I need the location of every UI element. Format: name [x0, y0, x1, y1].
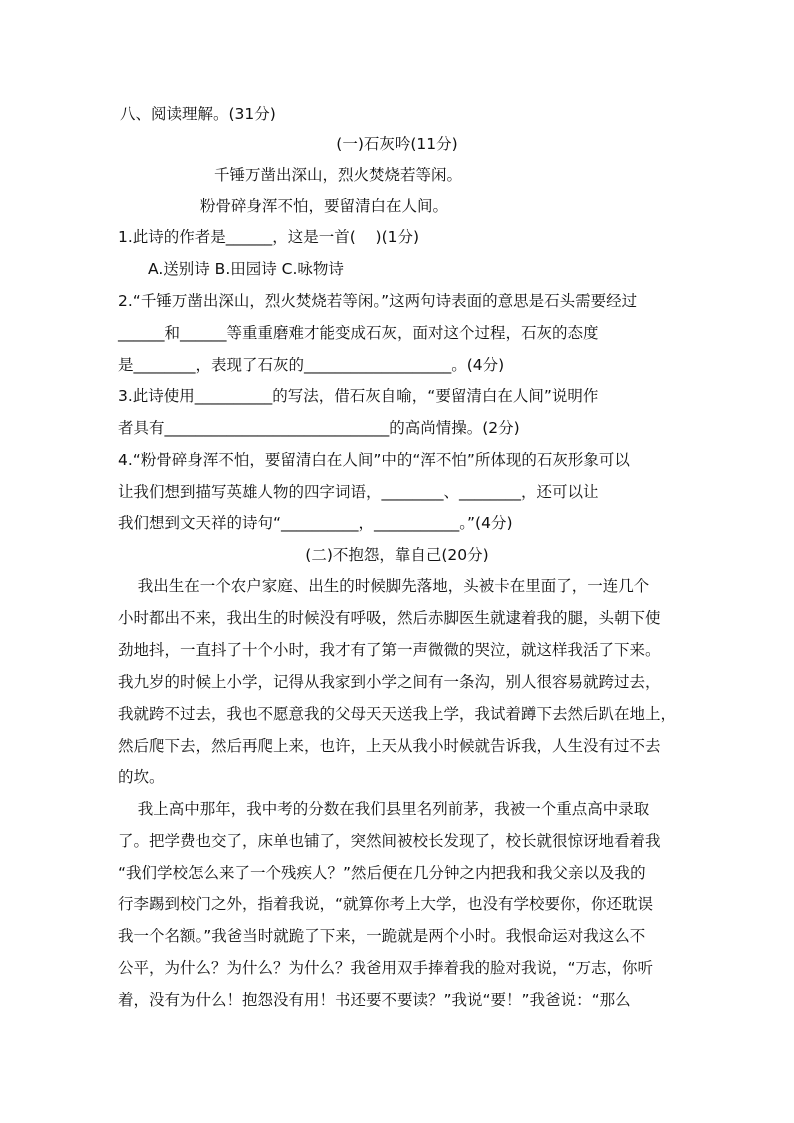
- question-4-line-2: 让我们想到描写英雄人物的四字词语，________、________，还可以让: [118, 483, 599, 501]
- poem-line-2: 粉骨碎身浑不怕，要留清白在人间。: [200, 197, 449, 215]
- question-2-line-3: 是________，表现了石灰的___________________。(4分): [118, 356, 505, 374]
- question-1-options: A.送别诗 B.田园诗 C.咏物诗: [148, 260, 344, 278]
- passage-para1-line: 劲地抖，一直抖了十个小时，我才有了第一声微微的哭泣，就这样我活了下来。: [118, 641, 661, 659]
- passage-para2-line: 行李踢到校门之外，指着我说，“就算你考上大学，也没有学校要你，你还耽误: [118, 895, 654, 913]
- passage-para2-line: 我一个名额。”我爸当时就跪了下来，一跪就是两个小时。我恨命运对我这么不: [118, 927, 646, 945]
- question-4-line-1: 4.“粉骨碎身浑不怕，要留清白在人间”中的“浑不怕”所体现的石灰形象可以: [118, 451, 630, 469]
- question-2-line-2: ______和______等重重磨难才能变成石灰，面对这个过程，石灰的态度: [118, 324, 599, 342]
- question-3-line-1: 3.此诗使用__________的写法，借石灰自喻，“要留清白在人间”说明作: [118, 387, 599, 405]
- part1-title: (一)石灰吟(11分): [336, 135, 458, 153]
- part2-title: (二)不抱怨，靠自己(20分): [305, 546, 489, 564]
- section-heading: 八、阅读理解。(31分): [120, 105, 276, 123]
- passage-para2-line: 了。把学费也交了，床单也铺了，突然间被校长发现了，校长就很惊讶地看着我: [118, 832, 661, 850]
- passage-para2-line: 公平，为什么？为什么？为什么？我爸用双手捧着我的脸对我说，“万志，你听: [118, 959, 654, 977]
- passage-para2-line: 着，没有为什么！抱怨没有用！书还要不要读？”我说“要！”我爸说：“那么: [118, 991, 631, 1009]
- passage-para1-line: 然后爬下去，然后再爬上来，也许，上天从我小时候就告诉我，人生没有过不去: [118, 737, 661, 755]
- poem-line-1: 千锤万凿出深山，烈火焚烧若等闲。: [214, 166, 463, 184]
- passage-para2-line: “我们学校怎么来了一个残疾人？”然后便在几分钟之内把我和我父亲以及我的: [118, 864, 646, 882]
- passage-para1-line: 我出生在一个农户家庭、出生的时候脚先落地，头被卡在里面了，一连几个: [118, 577, 650, 595]
- passage-para2-line: 我上高中那年，我中考的分数在我们县里名列前茅，我被一个重点高中录取: [118, 800, 650, 818]
- question-3-line-2: 者具有_____________________________的高尚情操。(2分): [118, 419, 520, 437]
- question-2-line-1: 2.“千锤万凿出深山，烈火焚烧若等闲。”这两句诗表面的意思是石头需要经过: [118, 292, 638, 310]
- question-4-line-3: 我们想到文天祥的诗句“__________，___________。”(4分): [118, 514, 513, 532]
- passage-para1-line: 小时都出不来，我出生的时候没有呼吸，然后赤脚医生就逮着我的腿，头朝下使: [118, 609, 661, 627]
- question-1: 1.此诗的作者是______，这是一首( )(1分): [118, 228, 420, 246]
- passage-para1-line: 我九岁的时候上小学，记得从我家到小学之间有一条沟，别人很容易就跨过去，: [118, 673, 661, 691]
- passage-para1-line: 的坎。: [118, 768, 165, 786]
- passage-para1-line: 我就跨不过去，我也不愿意我的父母天天送我上学，我试着蹲下去然后趴在地上，: [118, 705, 677, 723]
